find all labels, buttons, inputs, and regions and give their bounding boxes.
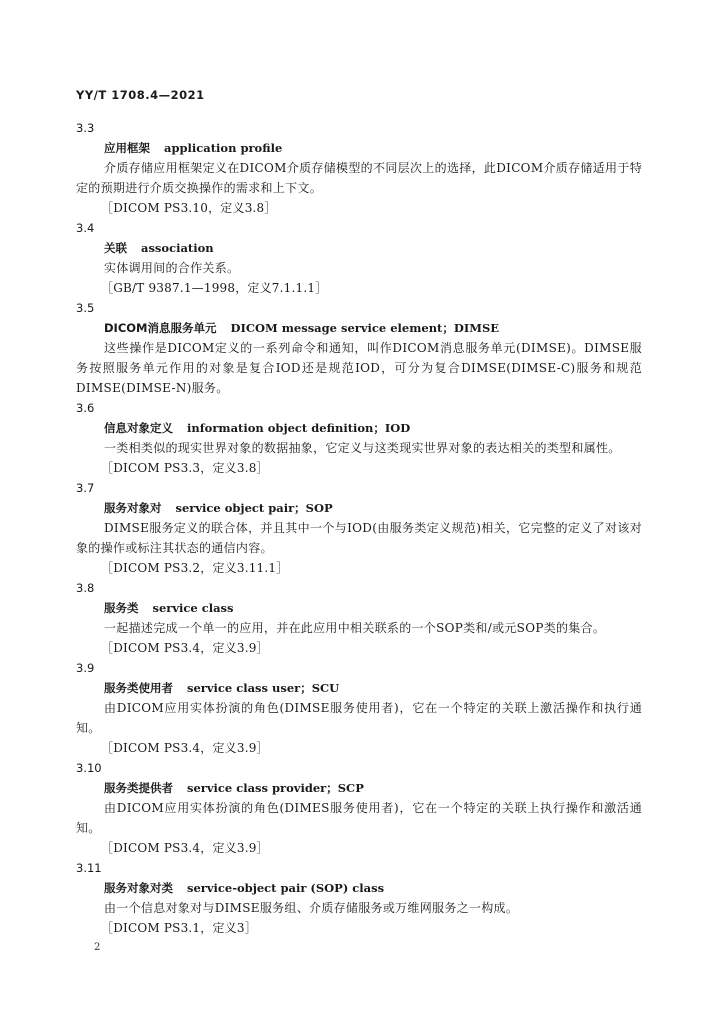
term-entry [76, 758, 642, 858]
term-definition: 由一个信息对象对与DIMSE服务组、介质存储服务或万维网服务之一构成。 [104, 901, 519, 915]
term-zh: 服务对象对 [104, 501, 162, 515]
term-entry [76, 298, 642, 398]
term-source: ［DICOM PS3.4，定义3.9］ [101, 641, 269, 655]
term-source: ［DICOM PS3.1，定义3］ [101, 921, 257, 935]
term-en: service class user；SCU [187, 681, 340, 695]
term-entry [76, 578, 642, 658]
term-entry [76, 658, 642, 758]
term-zh: 服务类提供者 [104, 781, 173, 795]
term-source: ［DICOM PS3.4，定义3.9］ [101, 741, 269, 755]
term-source: ［DICOM PS3.2，定义3.11.1］ [101, 561, 289, 575]
page-number: 2 [94, 942, 101, 953]
term-zh: 应用框架 [104, 141, 150, 155]
term-entry [76, 398, 642, 478]
term-title [104, 598, 642, 618]
term-title [104, 678, 642, 698]
standard-number-header: YY/T 1708.4—2021 [76, 88, 205, 102]
terms-section [76, 118, 642, 938]
term-entry [76, 218, 642, 298]
term-number: 3.10 [76, 761, 102, 775]
term-title [104, 238, 642, 258]
term-title [104, 778, 642, 798]
term-entry [76, 478, 642, 578]
term-en: application profile [164, 141, 283, 155]
term-zh: DICOM消息服务单元 [104, 321, 217, 335]
term-en: service-object pair (SOP) class [187, 881, 385, 895]
term-en: association [141, 241, 214, 255]
term-title [104, 498, 642, 518]
term-definition: 介质存储应用框架定义在DICOM介质存储模型的不同层次上的选择，此DICOM介质存储适用于特定的预期进行介质交换操作的需求和上下文。 [76, 161, 642, 195]
term-source: ［GB/T 9387.1—1998，定义7.1.1.1］ [101, 281, 328, 295]
term-number: 3.3 [76, 121, 95, 135]
term-number: 3.11 [76, 861, 102, 875]
term-zh: 服务对象对类 [104, 881, 173, 895]
term-definition: 一类相类似的现实世界对象的数据抽象，它定义与这类现实世界对象的表达相关的类型和属性。 [104, 441, 621, 455]
term-entry [76, 858, 642, 938]
term-definition: DIMSE服务定义的联合体，并且其中一个与IOD(由服务类定义规范)相关，它完整的定义了对该对象的操作或标注其状态的通信内容。 [76, 521, 642, 555]
term-source: ［DICOM PS3.3，定义3.8］ [101, 461, 269, 475]
term-title [104, 418, 642, 438]
term-number: 3.8 [76, 581, 95, 595]
term-en: DICOM message service element；DIMSE [230, 321, 500, 335]
term-title [104, 318, 642, 338]
term-number: 3.4 [76, 221, 95, 235]
term-number: 3.7 [76, 481, 95, 495]
term-entry [76, 118, 642, 218]
term-definition: 由DICOM应用实体扮演的角色(DIMES服务使用者)，它在一个特定的关联上执行操作和激活通知。 [76, 801, 642, 835]
term-source: ［DICOM PS3.4，定义3.9］ [101, 841, 269, 855]
term-zh: 信息对象定义 [104, 421, 173, 435]
term-definition: 这些操作是DICOM定义的一系列命令和通知，叫作DICOM消息服务单元(DIMSE)。DIMSE服务按照服务单元作用的对象是复合IOD还是规范IOD，可分为复合DIMSE(DIMSE-C)服务和规范DIMSE(DIMSE-N)服务。 [76, 341, 642, 395]
term-number: 3.9 [76, 661, 95, 675]
term-zh: 服务类 [104, 601, 139, 615]
term-definition: 实体调用间的合作关系。 [104, 261, 240, 275]
term-en: service class provider；SCP [187, 781, 364, 795]
term-title [104, 138, 642, 158]
term-definition: 由DICOM应用实体扮演的角色(DIMSE服务使用者)，它在一个特定的关联上激活操作和执行通知。 [76, 701, 642, 735]
term-source: ［DICOM PS3.10，定义3.8］ [101, 201, 277, 215]
term-en: service object pair；SOP [175, 501, 333, 515]
term-number: 3.5 [76, 301, 95, 315]
term-definition: 一起描述完成一个单一的应用，并在此应用中相关联系的一个SOP类和/或元SOP类的集合。 [104, 621, 606, 635]
term-zh: 关联 [104, 241, 127, 255]
term-en: information object definition；IOD [187, 421, 411, 435]
term-zh: 服务类使用者 [104, 681, 173, 695]
term-number: 3.6 [76, 401, 95, 415]
term-en: service class [152, 601, 234, 615]
term-title [104, 878, 642, 898]
